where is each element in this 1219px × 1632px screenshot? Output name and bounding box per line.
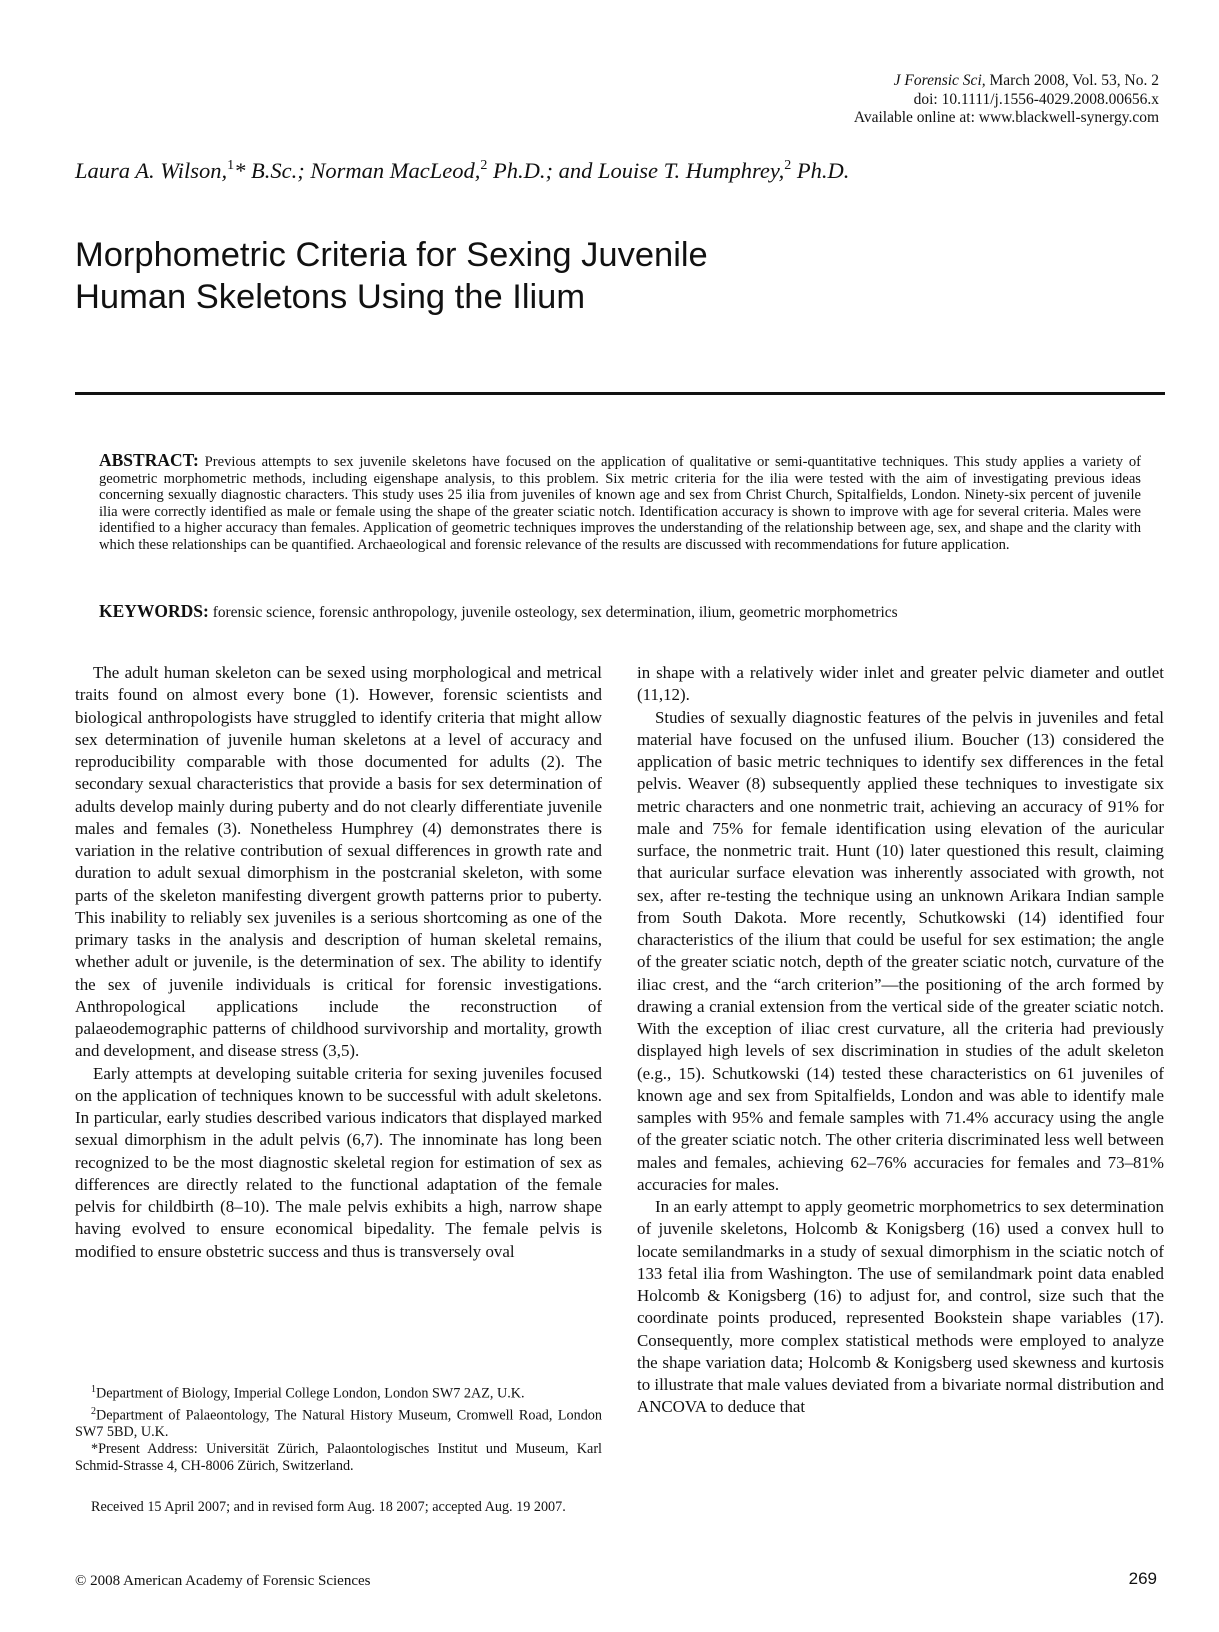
page-number: 269 — [1128, 1569, 1157, 1588]
abstract-label: ABSTRACT: — [99, 450, 199, 470]
author-degree: Ph.D.; — [487, 158, 559, 183]
author-affiliation: 2 — [784, 157, 792, 173]
author-affiliation: 1 — [227, 157, 235, 173]
article-title — [75, 234, 975, 318]
footnote-text: Department of Palaeontology, The Natural History Museum, Cromwell Road, London SW7 5BD, U.K. — [75, 1407, 602, 1441]
body-paragraph: Studies of sexually diagnostic features of the pelvis in juveniles and fetal material have focused on the unfused ilium. Boucher (13) considered the application of basic metric techniques to identify sex differences in the fetal pelvis. Weaver (8) subsequently applied these techniques to investigate six metric characters and one nonmetric trait, achieving an accuracy of 91% for male and 75% for female identification using elevation of the auricular surface, the nonmetric trait. Hunt (10) later questioned this result, claiming that auricular surface elevation was inherently associated with growth, not sex, after re-testing the technique using an unknown Arikara Indian sample from South Dakota. More recently, Schutkowski (14) identified four characteristics of the ilium that could be useful for sex estimation; the angle of the greater sciatic notch, depth of the greater sciatic notch, curvature of the iliac crest, and the “arch criterion”—the positioning of the arch formed by drawing a cranial extension from the vertical side of the greater sciatic notch. With the exception of iliac crest curvature, all the criteria had previously displayed high levels of sex discrimination in studies of the adult skeleton (e.g., 15). Schutkowski (14) tested these characteristics on 61 juveniles of known age and sex from Spitalfields, London and was able to identify male samples with 95% and female samples with 71.4% accuracy using the angle of the greater sciatic notch. The other criteria discriminated less well between males and females, achieving 62–76% accuracies for females and 73–81% accuracies for males. — [637, 707, 1164, 1194]
doi: doi: 10.1111/j.1556-4029.2008.00656.x — [913, 90, 1159, 108]
received-dates: Received 15 April 2007; and in revised form Aug. 18 2007; accepted Aug. 19 2007. — [91, 1499, 566, 1515]
keywords — [99, 601, 1159, 622]
body-column-right — [637, 662, 1164, 1419]
abstract-text: Previous attempts to sex juvenile skeletons have focused on the application of qualitative or semi-quantitative techniques. This study applies a variety of geometric morphometric methods, including eigenshape analysis, to this problem. Six metric criteria for the ilia were tested with the aim of investigating previous ideas concerning sexually diagnostic characters. This study uses 25 ilia from juveniles of known age and sex from Christ Church, Spitalfields, London. Ninety-six percent of juvenile ilia were correctly identified as male or female using the shape of the greater sciatic notch. Identification accuracy is shown to improve with age for several criteria. Males were identified to a higher accuracy than females. Application of geometric techniques improves the understanding of the relationship between age, sex, and shape and the clarity with which these relationships can be quantified. Archaeological and forensic relevance of the results are discussed with recommendations for future application. — [99, 454, 1141, 553]
body-paragraph: Early attempts at developing suitable criteria for sexing juveniles focused on the application of techniques known to be successful with adult skeletons. In particular, early studies described various indicators that displayed marked sexual dimorphism in the adult pelvis (6,7). The innominate has long been recognized to be the most diagnostic skeletal region for estimation of sex as differences are directly related to the functional adaptation of the female pelvis for childbirth (8–10). The male pelvis exhibits a high, narrow shape having evolved to ensure economical bipedality. The female pelvis is modified to ensure obstetric success and thus is transversely oval — [75, 1063, 602, 1261]
title-line-2: Human Skeletons Using the Ilium — [75, 278, 586, 316]
title-line-1: Morphometric Criteria for Sexing Juvenile — [75, 236, 708, 274]
body-paragraph: in shape with a relatively wider inlet and greater pelvic diameter and outlet (11,12). — [637, 663, 1164, 705]
footnote-affiliation-2 — [75, 1403, 602, 1442]
abstract — [99, 452, 1141, 554]
journal-name: J Forensic Sci, — [893, 72, 986, 89]
journal-info — [659, 72, 1159, 128]
journal-citation — [659, 72, 1159, 91]
footnote-affiliation-1 — [75, 1381, 602, 1403]
author-affiliation: 2 — [480, 157, 488, 173]
copyright: © 2008 American Academy of Forensic Sciences — [75, 1573, 371, 1589]
footnotes — [75, 1381, 602, 1475]
keywords-text: forensic science, forensic anthropology, juvenile osteology, sex determination, ilium, geometric morphometrics — [212, 604, 898, 621]
author-degree: * B.Sc.; — [234, 158, 311, 183]
author-name: and Louise T. Humphrey, — [558, 158, 785, 183]
body-paragraph: The adult human skeleton can be sexed using morphological and metrical traits found on almost every bone (1). However, forensic scientists and biological anthropologists have struggled to identify criteria that might allow sex determination of juvenile human skeletons at a level of accuracy and reproducibility comparable with those documented for adults (2). The secondary sexual characteristics that provide a basis for sex determination of adults develop mainly during puberty and do not clearly differentiate juvenile males and females (3). Nonetheless Humphrey (4) demonstrates there is variation in the relative contribution of sexual differences in growth rate and duration to adult sexual dimorphism in the postcranial skeleton, with some parts of the skeleton manifesting divergent growth patterns prior to puberty. This inability to reliably sex juveniles is a serious shortcoming as one of the primary tasks in the analysis and description of human skeletal remains, whether adult or juvenile, is the determination of sex. The ability to identify the sex of juvenile individuals is critical for forensic investigations. Anthropological applications include the reconstruction of palaeodemographic patterns of childhood survivorship and mortality, growth and development, and disease stress (3,5). — [75, 663, 602, 1061]
title-divider — [75, 392, 1165, 395]
footnote-text: Department of Biology, Imperial College London, London SW7 2AZ, U.K. — [96, 1385, 525, 1402]
journal-issue: March 2008, Vol. 53, No. 2 — [985, 72, 1159, 89]
author-list — [75, 158, 1155, 184]
author-name: Norman MacLeod, — [310, 158, 481, 183]
footnote-marker: 2 — [91, 1405, 96, 1417]
footnote-present-address: *Present Address: Universität Zürich, Palaontologisches Institut und Museum, Karl Schmid-Strasse 4, CH-8006 Zürich, Switzerland. — [75, 1441, 602, 1475]
keywords-label: KEYWORDS: — [99, 601, 209, 621]
footnote-marker: 1 — [91, 1384, 96, 1395]
author-degree: Ph.D. — [791, 158, 850, 183]
body-column-left — [75, 662, 602, 1263]
body-paragraph: In an early attempt to apply geometric morphometrics to sex determination of juvenile skeletons, Holcomb & Konigsberg (16) used a convex hull to locate semilandmarks in a study of sexual dimorphism in the sciatic notch of 133 fetal ilia from Washington. The use of semilandmark point data enabled Holcomb & Konigsberg (16) to adjust for, and control, size such that the coordinate points produced, represented Bookstein shape variables (17). Consequently, more complex statistical methods were employed to analyze the shape variation data; Holcomb & Konigsberg used skewness and kurtosis to illustrate that male values deviated from a bivariate normal distribution and ANCOVA to deduce that — [637, 1197, 1164, 1417]
author-name: Laura A. Wilson, — [75, 158, 228, 183]
available-online: Available online at: www.blackwell-synergy.com — [853, 109, 1159, 126]
